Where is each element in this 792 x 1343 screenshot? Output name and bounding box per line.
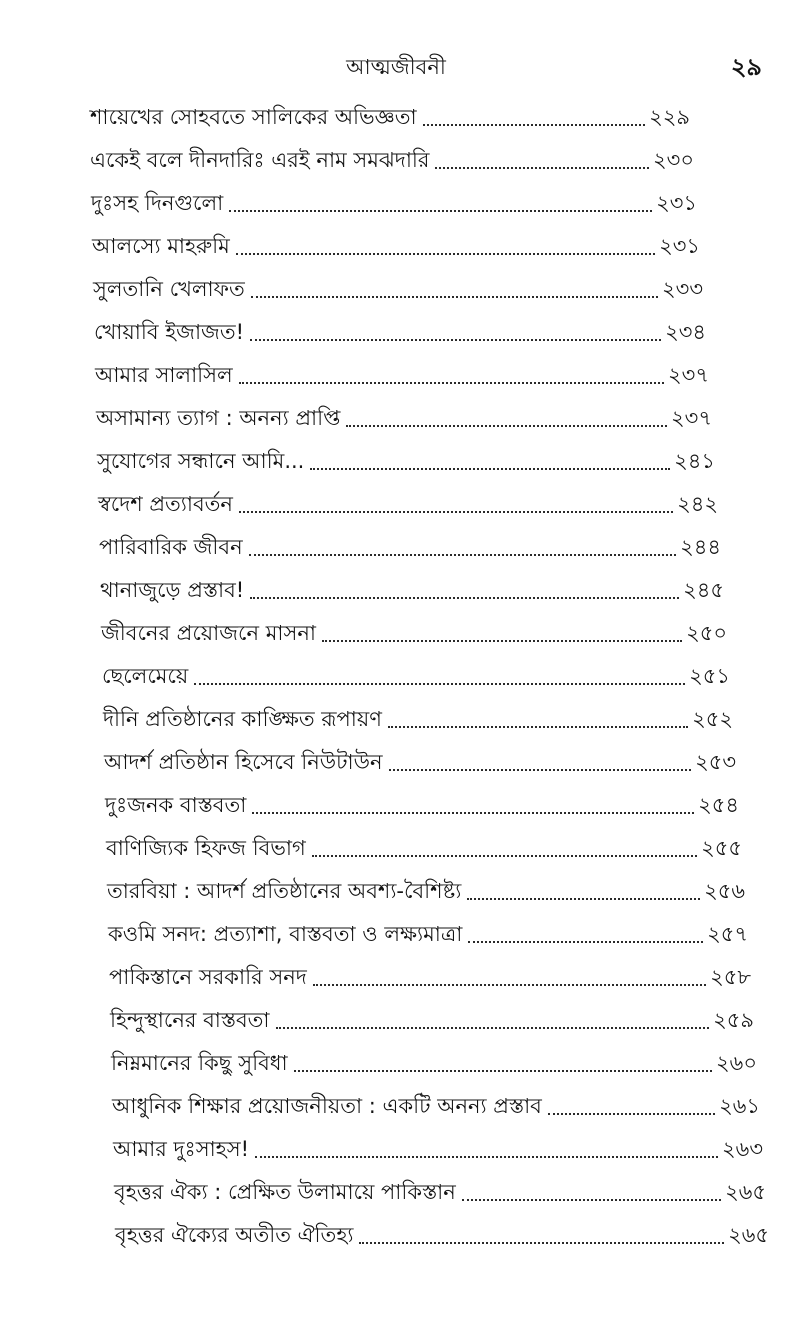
dot-leader [312,855,697,857]
toc-entry [99,522,721,562]
toc-entry-title: জীবনের প্রয়োজনে মাসনা [101,621,316,645]
toc-entry [110,995,754,1035]
toc-entry [95,350,709,390]
toc-entry-page: ২৩৭ [671,406,712,430]
toc-entry [111,1038,757,1078]
toc-entry-page: ২৫৩ [695,750,736,774]
toc-entry [113,1124,763,1164]
toc-entry-page: ২৫৯ [713,1008,754,1032]
toc-entry-title: স্বদেশ প্রত্যাবর্তন [98,492,233,516]
toc-entry-page: ২৩৪ [665,320,706,344]
toc-entry [90,92,690,132]
toc-entry-page: ২৬৫ [725,1180,766,1204]
dot-leader [467,898,700,900]
toc-entry-title: পাকিস্তানে সরকারি সনদ [109,965,307,989]
dot-leader [250,597,679,599]
toc-entry-title: অসামান্য ত্যাগ : অনন্য প্রাপ্তি [96,406,341,430]
toc-entry-page: ২৬৩ [722,1137,763,1161]
toc-entry [106,823,742,863]
toc-entry [102,651,730,691]
toc-entry-title: শায়েখের সোহবতে সালিকের অভিজ্ঞতা [90,105,417,129]
toc-entry-page: ২৪১ [674,449,715,473]
dot-leader [255,1156,718,1158]
dot-leader [294,1070,712,1072]
toc-entry [105,780,739,820]
toc-entry-page: ২৬৫ [728,1223,769,1247]
toc-entry-page: ২৫৪ [698,793,739,817]
toc-entry-title: আমার দুঃসাহস! [113,1137,249,1161]
dot-leader [250,339,661,341]
dot-leader [548,1113,715,1115]
toc-entry-page: ২৫৮ [710,965,751,989]
toc-entry [114,1167,766,1207]
toc-entry-title: বৃহত্তর ঐক্য : প্রেক্ষিত উলামায়ে পাকিস্তান [114,1180,456,1204]
dot-leader [435,167,649,169]
dot-leader [388,726,688,728]
toc-entry [98,479,718,519]
dot-leader [468,941,703,943]
toc-entry-title: সুযোগের সন্ধানে আমি... [97,449,305,473]
toc-entry-title: হিন্দুস্থানের বাস্তবতা [110,1008,270,1032]
toc-entry [107,866,745,906]
dot-leader [239,511,673,513]
toc-entry [104,737,736,777]
toc-entry [115,1210,769,1250]
dot-leader [249,554,676,556]
dot-leader [194,683,685,685]
toc-entry [112,1081,760,1121]
dot-leader [346,425,667,427]
toc-entry-page: ২৩১ [656,191,697,215]
dot-leader [276,1027,710,1029]
toc-entry-page: ২৬১ [719,1094,760,1118]
toc-entry [103,694,733,734]
toc-entry-page: ২৪৫ [683,578,724,602]
dot-leader [322,640,682,642]
toc-entry-page: ২৩১ [659,234,700,258]
toc-entry [91,178,697,218]
toc-entry [94,307,706,347]
toc-entry-page: ২৫৭ [707,922,748,946]
dot-leader [239,382,664,384]
toc-entry-page: ২৫৬ [704,879,745,903]
toc-entry-title: দীনি প্রতিষ্ঠানের কাঙ্ক্ষিত রূপায়ণ [103,707,382,731]
toc-entry-page: ২৬০ [716,1051,757,1075]
toc-entry-title: আমার সালাসিল [95,363,233,387]
dot-leader [236,253,655,255]
toc-entry-title: সুলতানি খেলাফত [93,277,245,301]
dot-leader [310,468,670,470]
toc-entry-title: খোয়াবি ইজাজত! [94,320,244,344]
toc-entry [100,565,724,605]
toc-entry [108,909,748,949]
toc-entry-title: পারিবারিক জীবন [99,535,243,559]
toc-entry [92,221,700,261]
dot-leader [313,984,706,986]
toc-entry-page: ২৫১ [689,664,730,688]
toc-entry-title: কওমি সনদ: প্রত্যাশা, বাস্তবতা ও লক্ষ্যমাত্রা [108,922,463,946]
toc-entry-page: ২৫২ [692,707,733,731]
toc-entry-page: ২৩৩ [662,277,703,301]
dot-leader [229,210,652,212]
toc-entry-title: নিম্নমানের কিছু সুবিধা [111,1051,288,1075]
toc-entry [96,393,712,433]
toc-entry [97,436,715,476]
toc-entry-title: আধুনিক শিক্ষার প্রয়োজনীয়তা : একটি অনন্য প্রস্তাব [112,1094,542,1118]
toc-entry-title: আদর্শ প্রতিষ্ঠান হিসেবে নিউটাউন [104,750,383,774]
dot-leader [423,124,645,126]
toc-entry-title: থানাজুড়ে প্রস্তাব! [100,578,245,602]
dot-leader [389,769,692,771]
running-header-title: আত্মজীবনী [346,55,446,79]
page-number: ২৯ [730,53,762,81]
toc-entry-title: বৃহত্তর ঐক্যের অতীত ঐতিহ্য [115,1223,354,1247]
toc-entry-page: ২৪২ [677,492,718,516]
dot-leader [359,1242,724,1244]
toc-entry-page: ২২৯ [649,105,690,129]
toc-entry-title: বাণিজ্যিক হিফজ বিভাগ [106,836,306,860]
toc-entry-title: তারবিয়া : আদর্শ প্রতিষ্ঠানের অবশ্য-বৈশিষ্ট্য [107,879,462,903]
toc-entry [101,608,727,648]
toc-entry-title: দুঃসহ দিনগুলো [91,191,224,215]
toc-entry-title: আলস্যে মাহরুমি [92,234,230,258]
toc-entry [93,264,703,304]
toc-entry-page: ২৪৪ [680,535,721,559]
toc-entry-title: দুঃজনক বাস্তবতা [105,793,247,817]
toc-entry [109,952,751,992]
dot-leader [251,296,658,298]
toc-entry-title: একেই বলে দীনদারিঃ এরই নাম সমঝদারি [90,148,430,172]
toc-entry-page: ২৫৫ [701,836,742,860]
toc-entry-page: ২৫০ [686,621,727,645]
toc-entry-title: ছেলেমেয়ে [102,664,189,688]
dot-leader [252,812,694,814]
dot-leader [462,1199,721,1201]
toc-entry-page: ২৩০ [653,148,694,172]
toc-entry-page: ২৩৭ [668,363,709,387]
toc-entry [90,135,694,175]
